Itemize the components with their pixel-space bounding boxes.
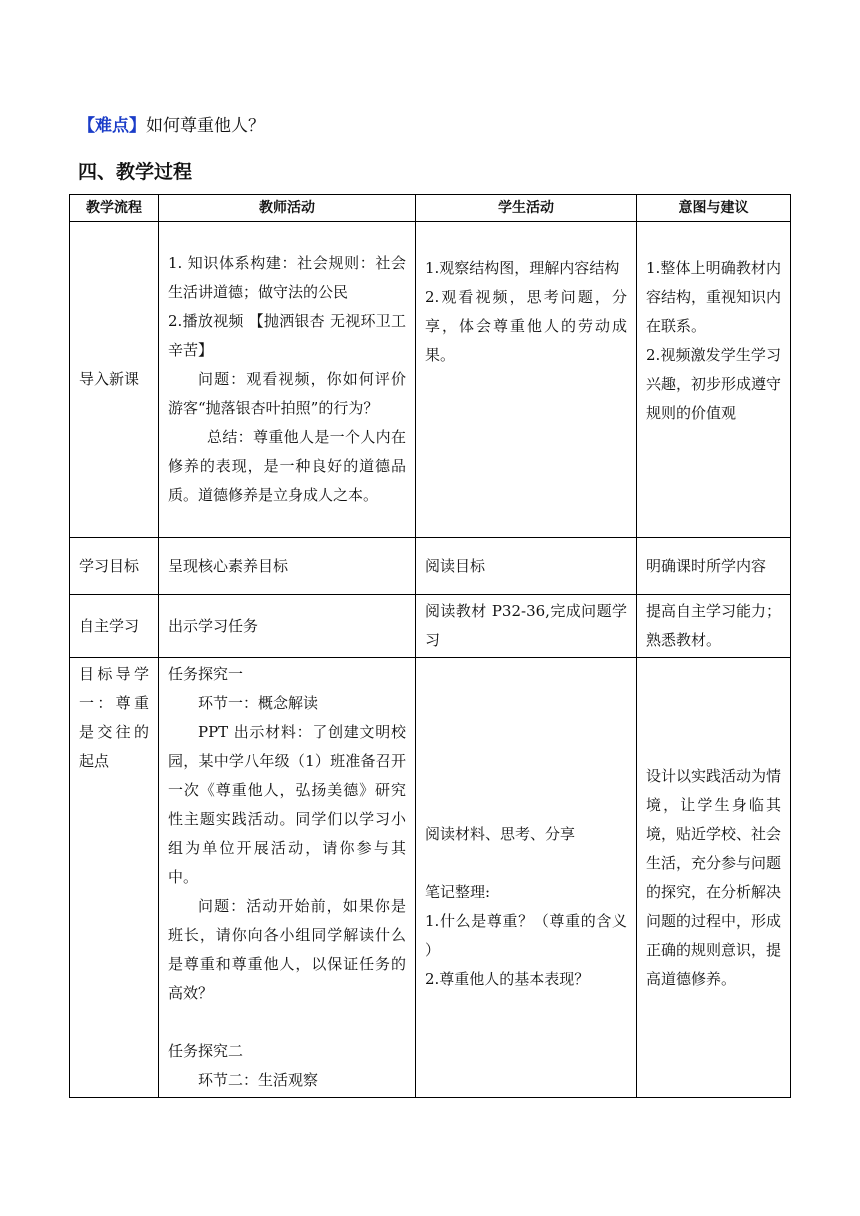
student-cell: 阅读目标 [416,538,637,595]
stage-cell: 学习目标 [70,538,159,595]
teacher-text: 任务探究一 [168,665,244,683]
student-text: 2.尊重他人的基本表现？ [425,969,590,988]
difficulty-text: 如何尊重他人？ [146,116,265,136]
teacher-cell [159,222,416,538]
intent-cell: 明确课时所学内容 [637,538,791,595]
teacher-text: 总结：尊重他人是一个人内在修养的表现，是一种良好的道德品质。道德修养是立身成人之本。 [168,428,406,504]
header-intent: 意图与建议 [637,195,791,222]
teacher-text: 2.播放视频 【抛洒银杏 无视环卫工辛苦】 [168,312,406,359]
teaching-process-table [69,194,791,1098]
header-stage: 教学流程 [70,195,159,222]
teacher-text: 环节二：生活观察 [198,1071,319,1089]
table-row [70,595,791,658]
intent-cell: 提高自主学习能力；熟悉教材。 [637,595,791,658]
intent-cell: 设计以实践活动为情境，让学生身临其境，贴近学校、社会生活，充分参与问题的探究，在分析解决问题的过程中，形成正确的规则意识，提高道德修养。 [637,658,791,1098]
teacher-text: 1. 知识体系构建：社会规则：社会生活讲道德；做守法的公民 [168,254,406,301]
teacher-cell: 呈现核心素养目标 [159,538,416,595]
teacher-cell [159,658,416,1098]
teacher-text: 问题：观看视频，你如何评价游客“抛落银杏叶拍照”的行为？ [168,370,406,417]
student-cell [416,222,637,538]
teacher-text: 问题：活动开始前，如果你是班长，请你向各小组同学解读什么是尊重和尊重他人，以保证任务的高效？ [168,897,406,1002]
header-teacher: 教师活动 [159,195,416,222]
intent-text: 1.整体上明确教材内容结构，重视知识内在联系。 [646,259,782,335]
table-row [70,222,791,538]
table-row [70,658,791,1098]
teacher-text: PPT 出示材料：了创建文明校园，某中学八年级（1）班准备召开一次《尊重他人，弘扬美德》研究性主题实践活动。同学们以学习小组为单位开展活动，请你参与其中。 [168,723,406,886]
intent-text: 2.视频激发学生学习兴趣，初步形成遵守规则的价值观 [646,346,782,422]
student-text: 1.什么是尊重？（尊重的含义 ） [425,911,627,959]
teacher-cell: 出示学习任务 [159,595,416,658]
student-cell: 阅读教材 P32-36,完成问题学习 [416,595,637,658]
stage-cell: 导入新课 [70,222,159,538]
stage-cell: 目标导学一：尊重是交往的起点 [70,658,159,1098]
difficulty-point [78,113,265,139]
student-cell [416,658,637,1098]
stage-cell: 自主学习 [70,595,159,658]
spacer [425,849,627,878]
teacher-text: 任务探究二 [168,1042,244,1060]
student-text: 笔记整理: [425,882,491,901]
intent-cell [637,222,791,538]
student-text: 阅读材料、思考、分享 [425,824,576,843]
teacher-text: 环节一：概念解读 [198,694,319,712]
header-student: 学生活动 [416,195,637,222]
table-row [70,538,791,595]
table-header-row [70,195,791,222]
difficulty-tag: 【难点】 [78,116,146,136]
student-text: 2.观看视频，思考问题，分享，体会尊重他人的劳动成果。 [425,288,627,364]
spacer [168,1008,406,1037]
student-text: 1.观察结构图，理解内容结构 [425,259,620,277]
section-heading: 四、教学过程 [78,161,193,183]
